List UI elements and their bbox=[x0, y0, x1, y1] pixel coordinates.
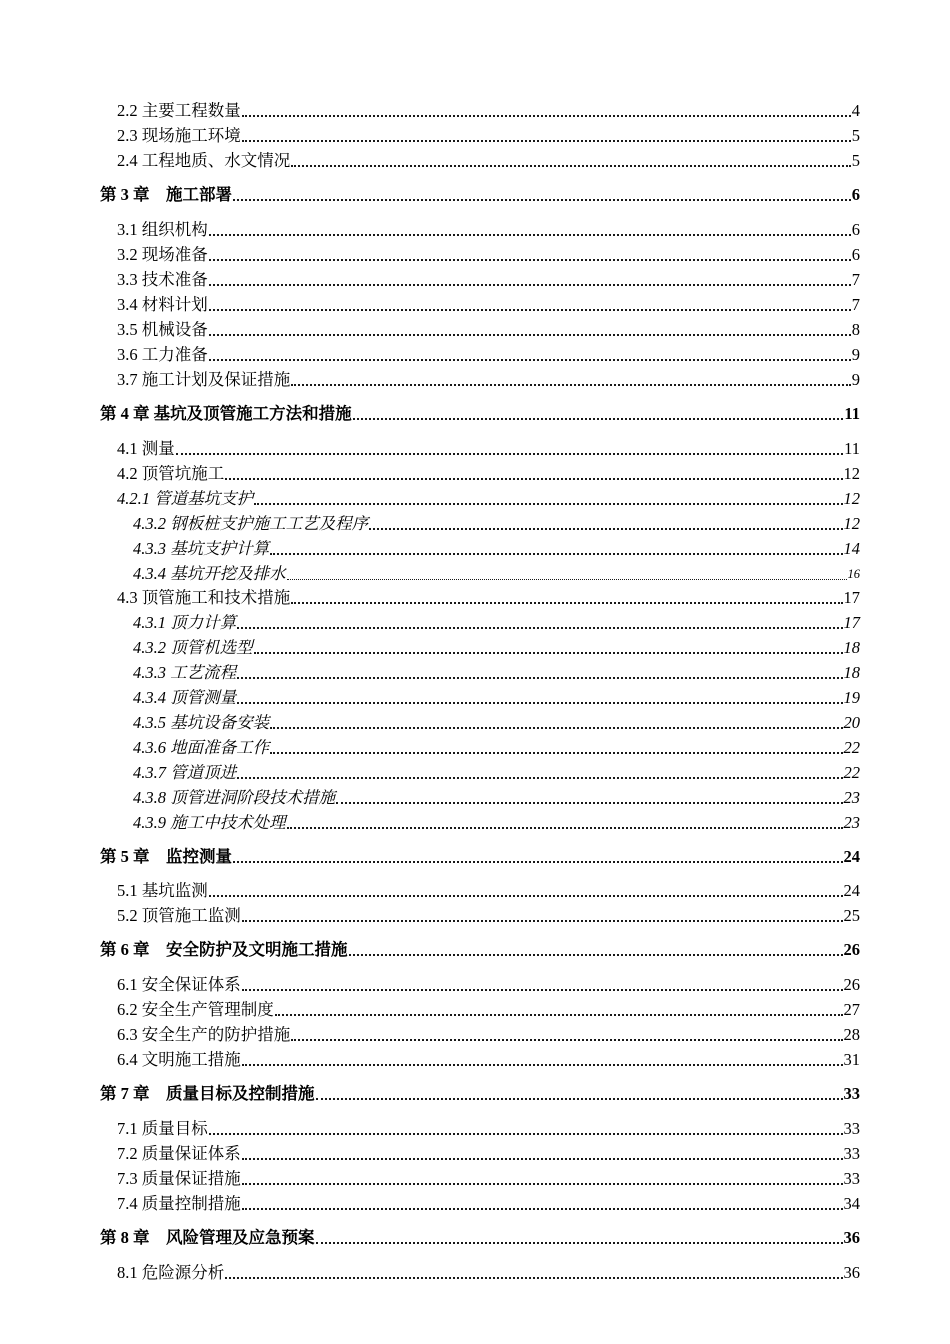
dot-leader bbox=[349, 942, 843, 956]
toc-entry-title: 4.3.6 地面准备工作 bbox=[133, 738, 270, 757]
toc-entry[interactable] bbox=[0, 316, 860, 340]
toc-page-number: 12 bbox=[843, 489, 860, 508]
toc-entry-title: 6.3 安全生产的防护措施 bbox=[117, 1025, 291, 1044]
dot-leader bbox=[242, 1171, 843, 1185]
toc-entry-title: 4.3.4 基坑开挖及排水 bbox=[133, 564, 286, 583]
toc-entry-title: 2.2 主要工程数量 bbox=[117, 101, 241, 120]
toc-chapter-entry[interactable] bbox=[0, 181, 860, 205]
toc-page-number: 26 bbox=[843, 975, 860, 994]
toc-page-number: 27 bbox=[843, 1000, 860, 1019]
toc-page-number: 12 bbox=[843, 514, 860, 533]
dot-leader bbox=[270, 715, 842, 729]
toc-entry[interactable] bbox=[0, 216, 860, 240]
toc-entry-title: 4.3.3 工艺流程 bbox=[133, 663, 237, 682]
toc-page-number: 16 bbox=[847, 567, 860, 581]
dot-leader bbox=[176, 441, 843, 455]
toc-page-number: 33 bbox=[843, 1084, 860, 1103]
toc-entry-title: 7.4 质量控制措施 bbox=[117, 1194, 241, 1213]
toc-entry[interactable] bbox=[0, 122, 860, 146]
toc-entry-title: 第 4 章 基坑及顶管施工方法和措施 bbox=[100, 404, 352, 423]
toc-entry-title: 3.3 技术准备 bbox=[117, 270, 208, 289]
toc-entry[interactable] bbox=[0, 809, 860, 833]
toc-entry[interactable] bbox=[0, 877, 860, 901]
toc-chapter-entry[interactable] bbox=[0, 843, 860, 867]
dot-leader bbox=[242, 1196, 843, 1210]
toc-entry-title: 3.4 材料计划 bbox=[117, 295, 208, 314]
toc-entry-title: 4.2.1 管道基坑支护 bbox=[117, 489, 254, 508]
toc-entry-title: 4.3.4 顶管测量 bbox=[133, 688, 237, 707]
dot-leader bbox=[291, 153, 851, 167]
toc-entry[interactable] bbox=[0, 734, 860, 758]
toc-page-number: 18 bbox=[843, 663, 860, 682]
toc-page-number: 24 bbox=[843, 881, 860, 900]
toc-entry[interactable] bbox=[0, 266, 860, 290]
dot-leader bbox=[225, 466, 842, 480]
dot-leader bbox=[291, 590, 842, 604]
toc-page-number: 33 bbox=[843, 1169, 860, 1188]
dot-leader bbox=[209, 272, 851, 286]
dot-leader bbox=[225, 1265, 842, 1279]
toc-entry[interactable] bbox=[0, 241, 860, 265]
toc-chapter-entry[interactable] bbox=[0, 400, 860, 424]
toc-page-number: 28 bbox=[843, 1025, 860, 1044]
toc-page-number: 9 bbox=[851, 345, 860, 364]
dot-leader bbox=[209, 1121, 843, 1135]
toc-entry-title: 5.1 基坑监测 bbox=[117, 881, 208, 900]
toc-page-number: 8 bbox=[851, 320, 860, 339]
toc-entry[interactable] bbox=[0, 584, 860, 608]
dot-leader bbox=[209, 222, 851, 236]
toc-page-number: 17 bbox=[843, 613, 860, 632]
toc-page-number: 14 bbox=[843, 539, 860, 558]
dot-leader bbox=[237, 615, 842, 629]
toc-page-number: 36 bbox=[843, 1228, 860, 1247]
toc-entry-title: 第 8 章 风险管理及应急预案 bbox=[100, 1228, 315, 1247]
toc-entry-title: 4.3.2 顶管机选型 bbox=[133, 638, 253, 657]
toc-entry-title: 4.3.9 施工中技术处理 bbox=[133, 813, 286, 832]
dot-leader bbox=[254, 491, 842, 505]
toc-entry[interactable] bbox=[0, 971, 860, 995]
toc-page-number: 9 bbox=[851, 370, 860, 389]
toc-entry[interactable] bbox=[0, 784, 860, 808]
dot-leader bbox=[353, 406, 844, 420]
toc-entry[interactable] bbox=[0, 684, 860, 708]
toc-entry[interactable] bbox=[0, 609, 860, 633]
toc-entry-title: 4.3.8 顶管进洞阶段技术措施 bbox=[133, 788, 336, 807]
toc-entry[interactable] bbox=[0, 97, 860, 121]
dot-leader bbox=[270, 740, 842, 754]
toc-page-number: 5 bbox=[851, 126, 860, 145]
toc-entry-title: 4.3.2 钢板桩支护施工工艺及程序 bbox=[133, 514, 369, 533]
toc-page-number: 11 bbox=[844, 439, 860, 458]
toc-page-number: 4 bbox=[851, 101, 860, 120]
toc-entry[interactable] bbox=[0, 560, 860, 584]
dot-leader bbox=[237, 690, 842, 704]
toc-entry[interactable] bbox=[0, 485, 860, 509]
dot-leader bbox=[316, 1086, 843, 1100]
toc-page-number: 22 bbox=[843, 763, 860, 782]
toc-entry-title: 第 3 章 施工部署 bbox=[100, 185, 232, 204]
toc-page-number: 36 bbox=[843, 1263, 860, 1282]
toc-entry[interactable] bbox=[0, 435, 860, 459]
toc-entry[interactable] bbox=[0, 147, 860, 171]
toc-entry-title: 6.4 文明施工措施 bbox=[117, 1050, 241, 1069]
dot-leader bbox=[242, 103, 851, 117]
toc-page-number: 24 bbox=[843, 847, 860, 866]
toc-entry[interactable] bbox=[0, 634, 860, 658]
toc-entry-title: 7.1 质量目标 bbox=[117, 1119, 208, 1138]
dot-leader bbox=[242, 128, 851, 142]
toc-page-number: 33 bbox=[843, 1144, 860, 1163]
dot-leader bbox=[287, 567, 847, 580]
toc-entry[interactable] bbox=[0, 759, 860, 783]
toc-entry-title: 4.1 测量 bbox=[117, 439, 175, 458]
toc-entry-title: 3.6 工力准备 bbox=[117, 345, 208, 364]
toc-entry-title: 4.3.7 管道顶进 bbox=[133, 763, 237, 782]
toc-entry-title: 2.3 现场施工环境 bbox=[117, 126, 241, 145]
toc-page-number: 12 bbox=[843, 464, 860, 483]
toc-entry[interactable] bbox=[0, 535, 860, 559]
toc-page-number: 5 bbox=[851, 151, 860, 170]
toc-entry[interactable] bbox=[0, 1021, 860, 1045]
toc-entry[interactable] bbox=[0, 659, 860, 683]
toc-entry[interactable] bbox=[0, 902, 860, 926]
toc-entry-title: 3.5 机械设备 bbox=[117, 320, 208, 339]
dot-leader bbox=[233, 849, 843, 863]
toc-entry-title: 4.3.3 基坑支护计算 bbox=[133, 539, 270, 558]
toc-page-number: 7 bbox=[851, 295, 860, 314]
toc-page-number: 6 bbox=[851, 220, 860, 239]
toc-page-number: 20 bbox=[843, 713, 860, 732]
dot-leader bbox=[209, 247, 851, 261]
toc-entry-title: 6.1 安全保证体系 bbox=[117, 975, 241, 994]
dot-leader bbox=[254, 640, 843, 654]
toc-page-number: 18 bbox=[843, 638, 860, 657]
toc-entry-title: 3.7 施工计划及保证措施 bbox=[117, 370, 291, 389]
dot-leader bbox=[237, 665, 842, 679]
toc-entry[interactable] bbox=[0, 996, 860, 1020]
toc-entry[interactable] bbox=[0, 366, 860, 390]
dot-leader bbox=[242, 1146, 843, 1160]
toc-page-number: 33 bbox=[843, 1119, 860, 1138]
toc-entry-title: 4.3 顶管施工和技术措施 bbox=[117, 588, 291, 607]
dot-leader bbox=[242, 977, 843, 991]
dot-leader bbox=[209, 322, 851, 336]
dot-leader bbox=[237, 765, 842, 779]
toc-entry-title: 3.2 现场准备 bbox=[117, 245, 208, 264]
toc-entry[interactable] bbox=[0, 510, 860, 534]
toc-page-number: 34 bbox=[843, 1194, 860, 1213]
toc-entry-title: 3.1 组织机构 bbox=[117, 220, 208, 239]
toc-entry-title: 2.4 工程地质、水文情况 bbox=[117, 151, 291, 170]
dot-leader bbox=[287, 815, 843, 829]
dot-leader bbox=[291, 372, 851, 386]
dot-leader bbox=[209, 297, 851, 311]
toc-entry-title: 7.3 质量保证措施 bbox=[117, 1169, 241, 1188]
toc-page-number: 22 bbox=[843, 738, 860, 757]
toc-page-number: 31 bbox=[843, 1050, 860, 1069]
toc-entry[interactable] bbox=[0, 1115, 860, 1139]
dot-leader bbox=[209, 883, 843, 897]
toc-page-number: 25 bbox=[843, 906, 860, 925]
toc-entry[interactable] bbox=[0, 291, 860, 315]
toc-entry[interactable] bbox=[0, 1140, 860, 1164]
toc-entry-title: 4.3.5 基坑设备安装 bbox=[133, 713, 270, 732]
toc-page-number: 17 bbox=[843, 588, 860, 607]
toc-entry-title: 第 5 章 监控测量 bbox=[100, 847, 232, 866]
toc-entry[interactable] bbox=[0, 1190, 860, 1214]
toc-page-number: 19 bbox=[843, 688, 860, 707]
toc-page-number: 26 bbox=[843, 940, 860, 959]
toc-entry[interactable] bbox=[0, 1046, 860, 1070]
toc-entry[interactable] bbox=[0, 1259, 860, 1283]
dot-leader bbox=[242, 908, 843, 922]
toc-chapter-entry[interactable] bbox=[0, 936, 860, 960]
dot-leader bbox=[233, 187, 851, 201]
toc-page-number: 11 bbox=[844, 404, 860, 423]
toc-page-number: 6 bbox=[851, 185, 860, 204]
dot-leader bbox=[209, 347, 851, 361]
toc-entry-title: 4.2 顶管坑施工 bbox=[117, 464, 225, 483]
dot-leader bbox=[336, 790, 842, 804]
toc-entry[interactable] bbox=[0, 460, 860, 484]
toc-entry-title: 7.2 质量保证体系 bbox=[117, 1144, 241, 1163]
toc-page-number: 23 bbox=[843, 813, 860, 832]
toc-page-number: 6 bbox=[851, 245, 860, 264]
toc-entry[interactable] bbox=[0, 709, 860, 733]
toc-chapter-entry[interactable] bbox=[0, 1224, 860, 1248]
toc-entry[interactable] bbox=[0, 341, 860, 365]
toc-entry-title: 第 7 章 质量目标及控制措施 bbox=[100, 1084, 315, 1103]
toc-entry-title: 5.2 顶管施工监测 bbox=[117, 906, 241, 925]
toc-entry-title: 4.3.1 顶力计算 bbox=[133, 613, 237, 632]
dot-leader bbox=[291, 1027, 842, 1041]
toc-entry-title: 第 6 章 安全防护及文明施工措施 bbox=[100, 940, 348, 959]
dot-leader bbox=[270, 541, 842, 555]
dot-leader bbox=[316, 1230, 843, 1244]
dot-leader bbox=[369, 516, 842, 530]
toc-entry-title: 8.1 危险源分析 bbox=[117, 1263, 225, 1282]
dot-leader bbox=[275, 1002, 843, 1016]
toc-chapter-entry[interactable] bbox=[0, 1080, 860, 1104]
toc-entry-title: 6.2 安全生产管理制度 bbox=[117, 1000, 274, 1019]
toc-page-number: 23 bbox=[843, 788, 860, 807]
toc-entry[interactable] bbox=[0, 1165, 860, 1189]
dot-leader bbox=[242, 1052, 843, 1066]
toc-page-number: 7 bbox=[851, 270, 860, 289]
